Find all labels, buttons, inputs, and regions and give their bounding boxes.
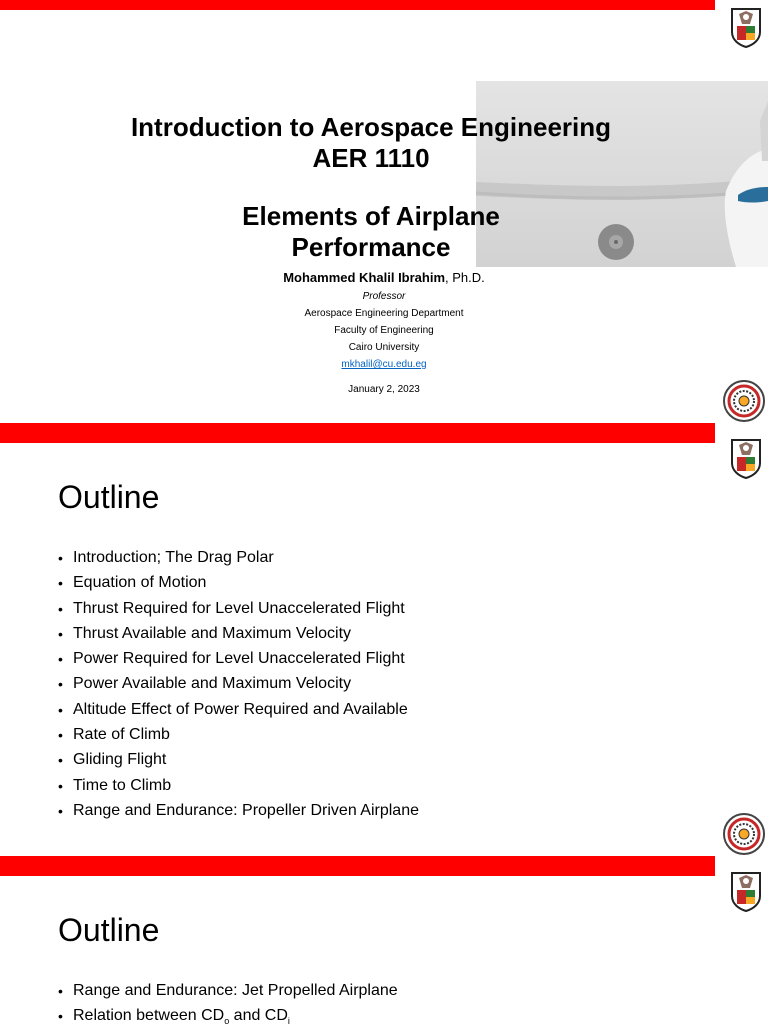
outline-title: Outline	[58, 912, 160, 948]
title-slide	[0, 0, 768, 423]
outline-list	[58, 549, 419, 827]
title-course-name: Introduction to Aerospace Engineering	[130, 112, 612, 142]
list-item: • Range and Endurance: Propeller Driven Airplane	[58, 802, 419, 827]
subscript: i	[287, 1016, 290, 1024]
list-item: • Power Available and Maximum Velocity	[58, 675, 419, 700]
list-item	[58, 1007, 398, 1024]
author-line	[0, 270, 768, 285]
list-item: • Altitude Effect of Power Required and Available	[58, 701, 419, 726]
outline-list	[58, 982, 398, 1024]
title-course-code: AER 1110	[312, 143, 430, 173]
university-seal-icon	[722, 812, 766, 856]
author-name: Mohammed Khalil Ibrahim	[283, 270, 446, 285]
list-item: • Equation of Motion	[58, 574, 419, 599]
author-role: Professor	[362, 291, 406, 302]
red-header-bar	[0, 0, 715, 10]
presentation-title	[0, 112, 742, 174]
subscript: o	[224, 1016, 230, 1024]
list-item: • Rate of Climb	[58, 726, 419, 751]
item-text: Relation between CD	[73, 1007, 225, 1024]
subtitle-line-2: Performance	[291, 232, 451, 262]
faculty-crest-icon	[730, 437, 762, 479]
author-degree: , Ph.D.	[445, 270, 485, 285]
outline-slide-2	[0, 856, 768, 1024]
item-text: and CD	[229, 1007, 288, 1024]
outline-title: Outline	[58, 479, 160, 515]
faculty-crest-icon	[730, 870, 762, 912]
presentation-date: January 2, 2023	[348, 384, 420, 395]
presentation-subtitle	[0, 201, 742, 263]
list-item: • Power Required for Level Unaccelerated Flight	[58, 650, 419, 675]
list-item: • Range and Endurance: Jet Propelled Airplane	[58, 982, 398, 1007]
email-link[interactable]: mkhalil@cu.edu.eg	[341, 359, 427, 370]
faculty-crest-icon	[730, 6, 762, 48]
list-item: • Introduction; The Drag Polar	[58, 549, 419, 574]
list-item: • Time to Climb	[58, 777, 419, 802]
red-header-bar	[0, 423, 715, 443]
author-info	[0, 288, 768, 373]
list-item: • Gliding Flight	[58, 751, 419, 776]
university-seal-icon	[722, 379, 766, 423]
outline-slide-1	[0, 423, 768, 856]
faculty: Faculty of Engineering	[334, 325, 434, 336]
department: Aerospace Engineering Department	[304, 308, 464, 319]
list-item: • Thrust Required for Level Unaccelerated Flight	[58, 600, 419, 625]
list-item: • Thrust Available and Maximum Velocity	[58, 625, 419, 650]
university: Cairo University	[348, 342, 420, 353]
subtitle-line-1: Elements of Airplane	[242, 201, 500, 231]
red-header-bar	[0, 856, 715, 876]
